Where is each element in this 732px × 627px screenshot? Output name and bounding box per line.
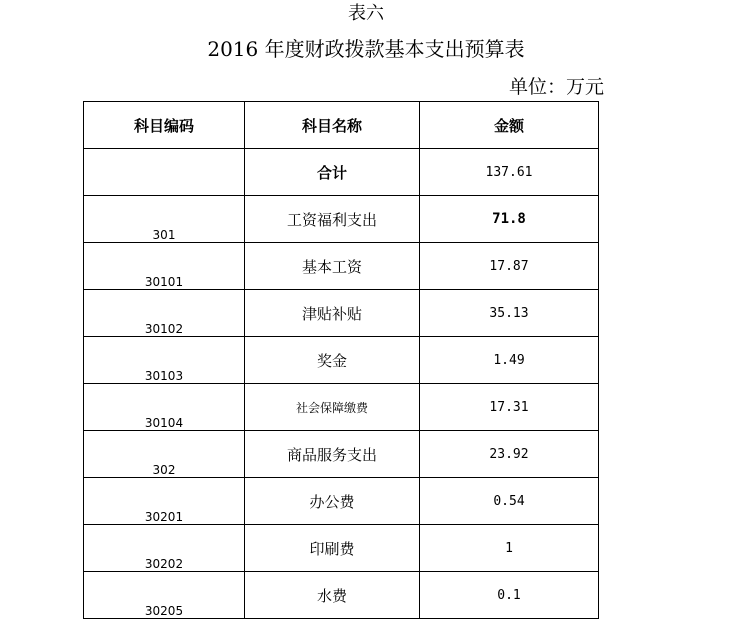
row-name: 社会保障缴费: [245, 384, 420, 431]
column-header-code: 科目编码: [84, 102, 245, 149]
row-name: 商品服务支出: [245, 431, 420, 478]
row-code: 30205: [84, 572, 245, 619]
row-name: 奖金: [245, 337, 420, 384]
row-name: 津贴补贴: [245, 290, 420, 337]
table-caption: 表六: [348, 3, 384, 24]
table-row: [84, 290, 599, 337]
row-code: 302: [84, 431, 245, 478]
column-header-amount: 金额: [420, 102, 599, 149]
row-code: 30103: [84, 337, 245, 384]
table-row: [84, 243, 599, 290]
table-row: [84, 196, 599, 243]
table-row: [84, 337, 599, 384]
row-code: 30104: [84, 384, 245, 431]
table-row: [84, 149, 599, 196]
row-name: 办公费: [245, 478, 420, 525]
budget-table: [83, 101, 599, 619]
table-row: [84, 384, 599, 431]
row-name: 水费: [245, 572, 420, 619]
row-amount: 1: [420, 525, 599, 572]
row-name: 基本工资: [245, 243, 420, 290]
row-code: [84, 149, 245, 196]
row-name: 印刷费: [245, 525, 420, 572]
row-amount: 137.61: [420, 149, 599, 196]
row-code: 30101: [84, 243, 245, 290]
row-code: 30202: [84, 525, 245, 572]
table-row: [84, 478, 599, 525]
row-amount: 0.1: [420, 572, 599, 619]
table-row: [84, 431, 599, 478]
row-amount: 17.31: [420, 384, 599, 431]
row-amount: 0.54: [420, 478, 599, 525]
row-code: 301: [84, 196, 245, 243]
row-amount: 23.92: [420, 431, 599, 478]
page-title: 2016 年度财政拨款基本支出预算表: [207, 37, 525, 61]
row-amount: 1.49: [420, 337, 599, 384]
table-row: [84, 525, 599, 572]
row-amount: 35.13: [420, 290, 599, 337]
table-header-row: [84, 102, 599, 149]
row-amount: 17.87: [420, 243, 599, 290]
row-amount: 71.8: [420, 196, 599, 243]
row-code: 30201: [84, 478, 245, 525]
row-name: 工资福利支出: [245, 196, 420, 243]
unit-label: 单位：万元: [508, 76, 604, 98]
row-code: 30102: [84, 290, 245, 337]
row-name: 合计: [245, 149, 420, 196]
table-row: [84, 572, 599, 619]
column-header-name: 科目名称: [245, 102, 420, 149]
